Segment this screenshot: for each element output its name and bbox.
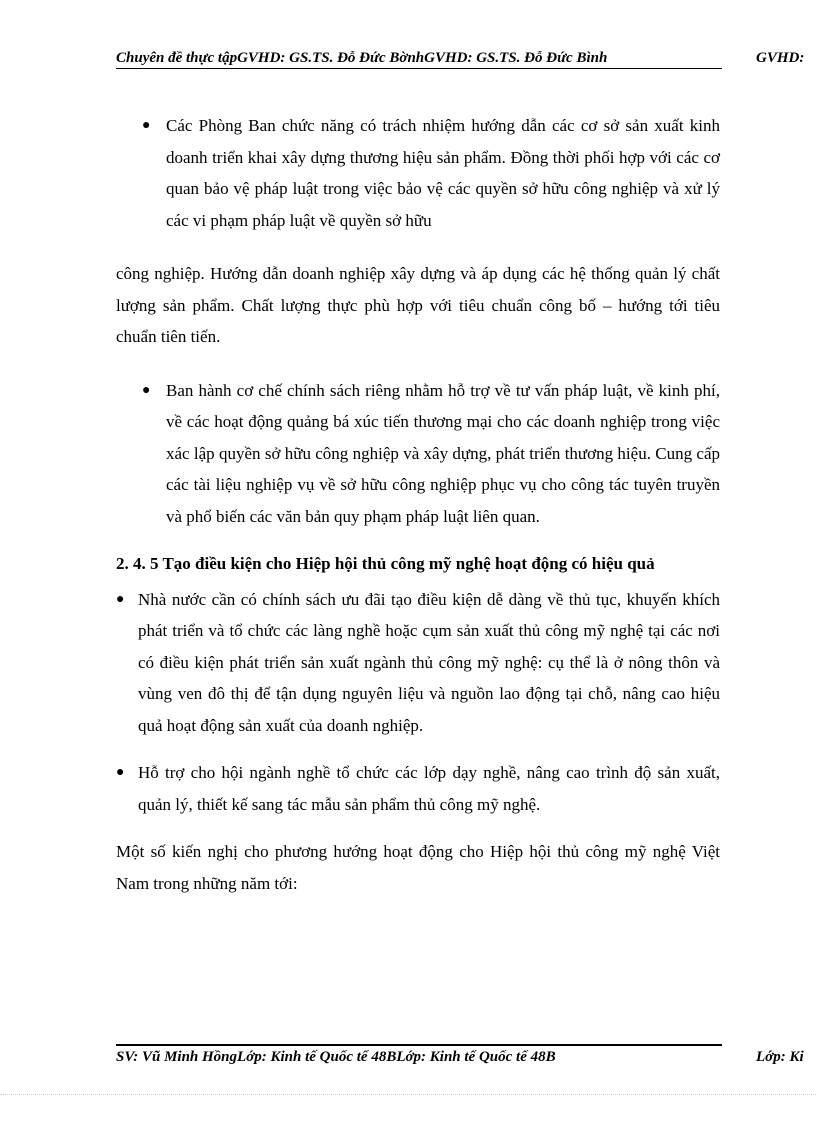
header-rule [116, 68, 722, 69]
bullet-item [116, 757, 720, 820]
bullet-item [116, 375, 720, 533]
bullet-text: Nhà nước cần có chính sách ưu đãi tạo điều kiện dễ dàng về thủ tục, khuyến khích phát triển và tổ chức các làng nghề hoặc cụm sản xuất thủ công mỹ nghệ tại các nơi có điều kiện phát triển sản xuất ngành thủ công mỹ nghệ: cụ thể là ở nông thôn và vùng ven đô thị để tận dụng nguyên liệu và nguồn lao động tại chỗ, nâng cao hiệu quả hoạt động sản xuất của doanh nghiệp. [138, 589, 720, 735]
page-bottom-divider [0, 1094, 816, 1095]
page-header [116, 47, 816, 69]
bullet-icon: ● [116, 765, 125, 780]
section-heading: 2. 4. 5 Tạo điều kiện cho Hiệp hội thủ công mỹ nghệ hoạt động có hiệu quả [116, 554, 655, 573]
bullet-text: Ban hành cơ chế chính sách riêng nhằm hỗ trợ về tư vấn pháp luật, về kinh phí, về các hoạt động quảng bá xúc tiến thương mại cho các doanh nghiệp trong việc xác lập quyền sở hữu công nghiệp và xây dựng, phát triển thương hiệu. Cung cấp các tài liệu nghiệp vụ về sở hữu công nghiệp phục vụ cho công tác tuyên truyền và phổ biến các văn bản quy phạm pháp luật liên quan. [166, 380, 720, 526]
footer-right-text: Lớp: Ki [756, 1049, 804, 1065]
bullet-icon: ● [116, 591, 125, 607]
footer-left-text: SV: Vũ Minh HồngLớp: Kinh tế Quốc tế 48BLớp: Kinh tế Quốc tế 48B [116, 1049, 556, 1065]
paragraph: Một số kiến nghị cho phương hướng hoạt động cho Hiệp hội thủ công mỹ nghệ Việt Nam trong những năm tới: [116, 842, 720, 893]
bullet-text: Các Phòng Ban chức năng có trách nhiệm hướng dẫn các cơ sở sản xuất kinh doanh triển khai xây dựng thương hiệu sản phẩm. Đồng thời phối hợp với các cơ quan bảo vệ pháp luật trong việc bảo vệ các quyền sở hữu công nghiệp và xử lý các vi phạm pháp luật về quyền sở hữu [166, 116, 720, 230]
header-right-text: GVHD: [756, 50, 805, 66]
header-left-text: Chuyên đề thực tậpGVHD: GS.TS. Đỗ Đức BờnhGVHD: GS.TS. Đỗ Đức Bình [116, 50, 608, 66]
bullet-text: Hỗ trợ cho hội ngành nghề tổ chức các lớp dạy nghề, nâng cao trình độ sản xuất, quản lý, thiết kế sang tác mẫu sản phẩm thủ công mỹ nghệ. [138, 763, 720, 814]
bullet-item [116, 584, 720, 742]
document-body [116, 110, 720, 899]
bullet-icon: ● [142, 118, 151, 133]
paragraph: công nghiệp. Hướng dẫn doanh nghiệp xây dựng và áp dụng các hệ thống quản lý chất lượng sản phẩm. Chất lượng thực phù hợp với tiêu chuẩn công bố – hướng tới tiêu chuẩn tiên tiến. [116, 264, 720, 346]
page-footer [116, 1046, 816, 1068]
bullet-item [116, 110, 720, 236]
bullet-icon: ● [142, 382, 151, 398]
